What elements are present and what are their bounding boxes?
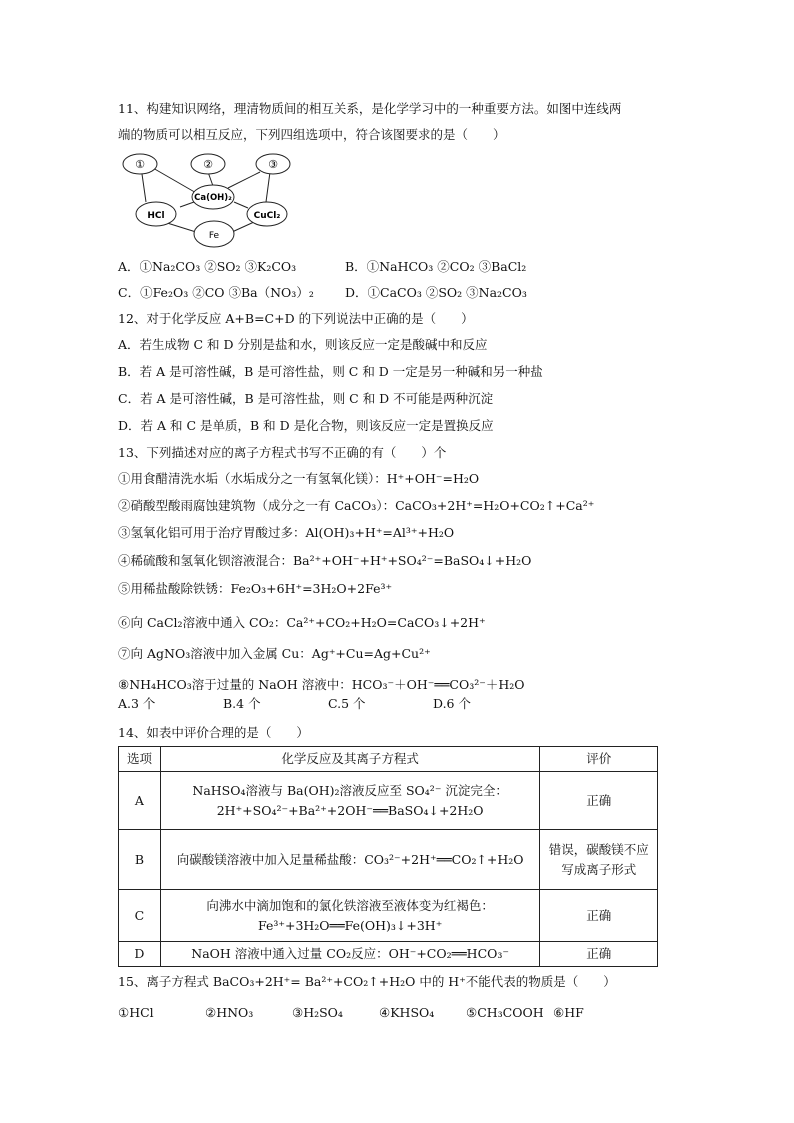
diagram-node-hcl: HCl — [147, 211, 165, 221]
q15-option-1: ①HCl — [118, 1005, 154, 1020]
row-a-evaluation: 正确 — [540, 772, 658, 830]
q13-item-8: ⑧NH₄HCO₃溶于过量的 NaOH 溶液中：HCO₃⁻＋OH⁻══CO₃²⁻＋H₂O — [118, 677, 525, 692]
q13-options — [118, 696, 538, 712]
q12-stem: 12、对于化学反应 A+B=C+D 的下列说法中正确的是（ ） — [118, 311, 474, 326]
q15-options — [118, 1005, 640, 1021]
row-d-reaction: NaOH 溶液中通入过量 CO₂反应：OH⁻+CO₂══HCO₃⁻ — [160, 942, 540, 967]
diagram-node-3: ③ — [268, 158, 278, 171]
q15-option-5: ⑤CH₃COOH — [466, 1005, 544, 1020]
q15-option-3: ③H₂SO₄ — [292, 1005, 343, 1020]
header-evaluation: 评价 — [540, 747, 658, 772]
q15-option-4: ④KHSO₄ — [379, 1005, 435, 1020]
row-c-evaluation: 正确 — [540, 890, 658, 942]
q14-stem: 14、如表中评价合理的是（ ） — [118, 725, 309, 740]
q15-option-2: ②HNO₃ — [205, 1005, 254, 1020]
q13-item-5: ⑤用稀盐酸除铁锈：Fe₂O₃+6H⁺=3H₂O+2Fe³⁺ — [118, 581, 393, 596]
row-d-option: D — [119, 942, 161, 967]
header-option: 选项 — [119, 747, 161, 772]
row-a-reaction — [160, 772, 540, 830]
header-reaction: 化学反应及其离子方程式 — [160, 747, 540, 772]
row-c-option: C — [119, 890, 161, 942]
row-b-option: B — [119, 830, 161, 890]
q13-option-b: B.4 个 — [223, 696, 261, 711]
table-row — [119, 772, 658, 830]
q12-option-c: C．若 A 是可溶性碱，B 是可溶性盐，则 C 和 D 不可能是两种沉淀 — [118, 391, 494, 406]
q14-table — [118, 746, 658, 967]
row-b-evaluation-line2: 写成离子形式 — [561, 861, 637, 877]
q12-option-d: D．若 A 和 C 是单质，B 和 D 是化合物，则该反应一定是置换反应 — [118, 418, 494, 433]
diagram-node-2: ② — [203, 158, 213, 171]
table-row — [119, 890, 658, 942]
q11-relationship-diagram — [120, 150, 305, 250]
row-a-reaction-line2: 2H⁺+SO₄²⁻+Ba²⁺+2OH⁻══BaSO₄↓+2H₂O — [216, 802, 484, 818]
diagram-node-fe: Fe — [208, 231, 220, 241]
q13-item-6: ⑥向 CaCl₂溶液中通入 CO₂：Ca²⁺+CO₂+H₂O=CaCO₃↓+2H⁺ — [118, 615, 486, 630]
q13-item-2: ②硝酸型酸雨腐蚀建筑物（成分之一有 CaCO₃）：CaCO₃+2H⁺=H₂O+CO₂↑+Ca²⁺ — [118, 498, 595, 513]
row-c-reaction — [160, 890, 540, 942]
table-header-row — [119, 747, 658, 772]
q13-item-3: ③氢氧化铝可用于治疗胃酸过多：Al(OH)₃+H⁺=Al³⁺+H₂O — [118, 525, 455, 540]
q11-option-c: C．①Fe₂O₃ ②CO ③Ba（NO₃）₂ — [118, 285, 314, 300]
q11-option-b: B．①NaHCO₃ ②CO₂ ③BaCl₂ — [345, 259, 527, 274]
row-c-reaction-line2: Fe³⁺+3H₂O══Fe(OH)₃↓+3H⁺ — [257, 917, 443, 933]
row-b-evaluation-line1: 错误，碳酸镁不应 — [548, 841, 649, 857]
q13-item-7: ⑦向 AgNO₃溶液中加入金属 Cu：Ag⁺+Cu=Ag+Cu²⁺ — [118, 646, 431, 661]
q11-stem-line1: 11、构建知识网络，理清物质间的相互关系，是化学学习中的一种重要方法。如图中连线两 — [118, 101, 622, 116]
table-row — [119, 942, 658, 967]
q12-option-a: A．若生成物 C 和 D 分别是盐和水，则该反应一定是酸碱中和反应 — [118, 337, 488, 352]
table-row — [119, 830, 658, 890]
q11-option-d: D．①CaCO₃ ②SO₂ ③Na₂CO₃ — [345, 285, 527, 300]
row-b-evaluation — [540, 830, 658, 890]
q13-item-4: ④稀硫酸和氢氧化钡溶液混合：Ba²⁺+OH⁻+H⁺+SO₄²⁻=BaSO₄↓+H₂O — [118, 553, 532, 568]
q15-stem: 15、离子方程式 BaCO₃+2H⁺= Ba²⁺+CO₂↑+H₂O 中的 H⁺不能代表的物质是（ ） — [118, 974, 616, 989]
row-d-evaluation: 正确 — [540, 942, 658, 967]
diagram-node-caoh2: Ca(OH)₂ — [194, 193, 232, 203]
row-a-reaction-line1: NaHSO₄溶液与 Ba(OH)₂溶液反应至 SO₄²⁻ 沉淀完全： — [192, 782, 508, 798]
q12-option-b: B．若 A 是可溶性碱，B 是可溶性盐，则 C 和 D 一定是另一种碱和另一种盐 — [118, 364, 543, 379]
row-b-reaction: 向碳酸镁溶液中加入足量稀盐酸：CO₃²⁻+2H⁺══CO₂↑+H₂O — [160, 830, 540, 890]
row-c-reaction-line1: 向沸水中滴加饱和的氯化铁溶液至液体变为红褐色： — [206, 897, 494, 913]
diagram-node-1: ① — [135, 158, 145, 171]
diagram-node-cucl2: CuCl₂ — [253, 211, 281, 221]
q13-item-1: ①用食醋清洗水垢（水垢成分之一有氢氧化镁）：H⁺+OH⁻=H₂O — [118, 471, 480, 486]
q13-option-d: D.6 个 — [433, 696, 471, 711]
q13-option-c: C.5 个 — [328, 696, 366, 711]
q13-stem: 13、下列描述对应的离子方程式书写不正确的有（ ）个 — [118, 445, 447, 460]
q15-option-6: ⑥HF — [553, 1005, 584, 1020]
q11-stem-line2: 端的物质可以相互反应，下列四组选项中，符合该图要求的是（ ） — [118, 127, 506, 142]
row-a-option: A — [119, 772, 161, 830]
q13-option-a: A.3 个 — [118, 696, 156, 711]
q11-option-a: A．①Na₂CO₃ ②SO₂ ③K₂CO₃ — [118, 259, 297, 274]
